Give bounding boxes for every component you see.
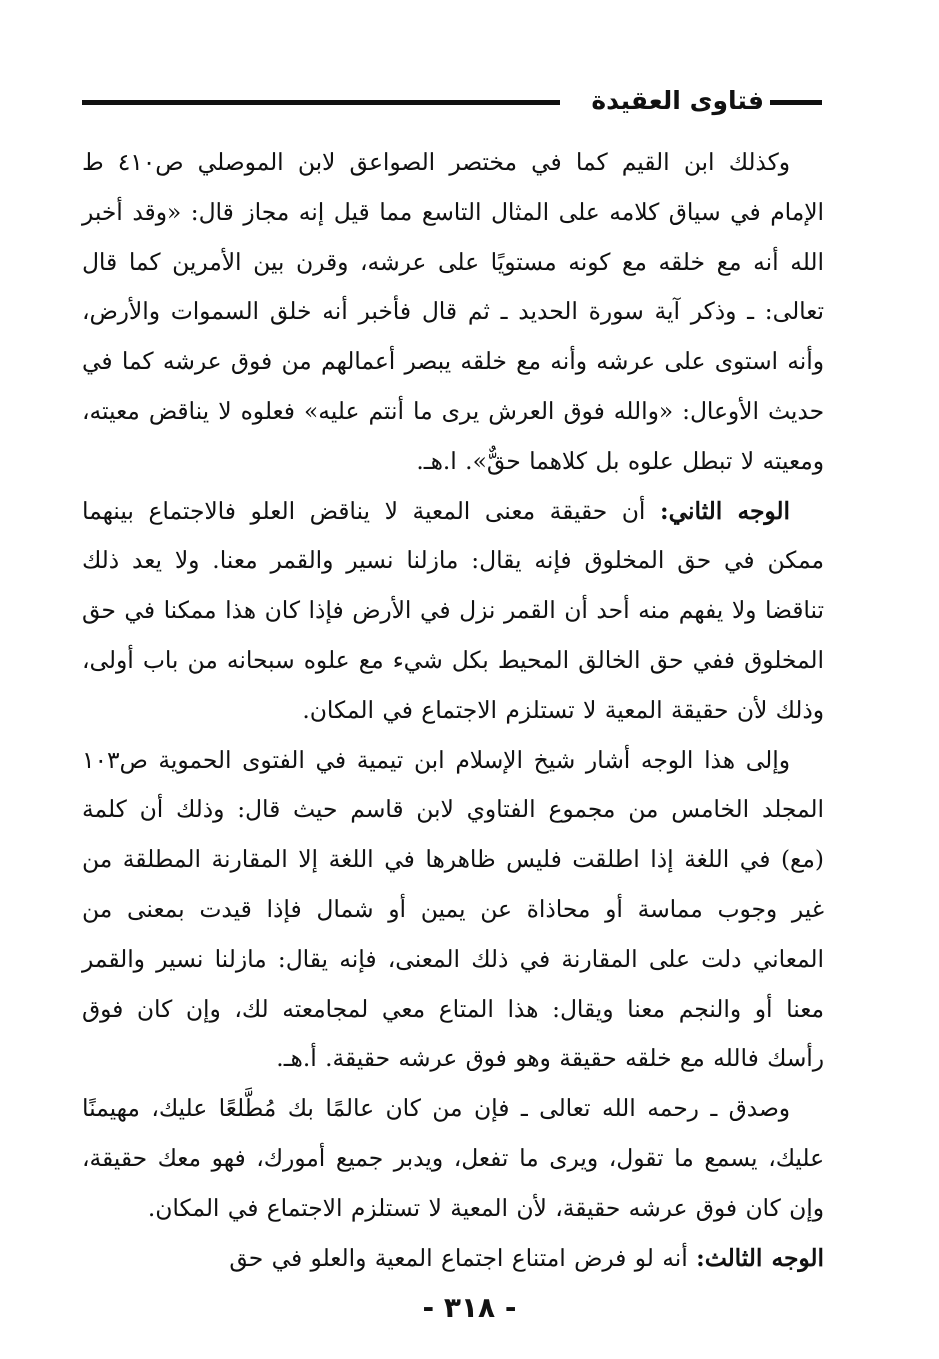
paragraph-text: أنه لو فرض امتناع اجتماع المعية والعلو في حق [229, 1244, 688, 1272]
running-header [82, 84, 822, 124]
section-heading: الوجه الثاني: [659, 497, 791, 525]
paragraph-text: أن حقيقة معنى المعية لا يناقض العلو فالاجتماع بينهما ممكن في حق المخلوق فإنه يقال: مازلنا نسير والقمر معنا. ولا يعد ذلك تناقضا ولا يفهم منه أحد أن القمر نزل في الأرض فإذا كان هذا ممكنا في حق المخلوق ففي حق الخالق المحيط بكل شيء مع علوه سبحانه من باب أولى، وذلك لأن حقيقة المعية لا تستلزم الاجتماع في المكان. [82, 497, 824, 724]
paragraph-text: وكذلك ابن القيم كما في مختصر الصواعق لابن الموصلي ص٤١٠ ط الإمام في سياق كلامه على المثال التاسع مما قيل إنه مجاز قال: «وقد أخبر الله أنه مع خلقه مع كونه مستويًا على عرشه، وقرن بين الأمرين كما قال تعالى: ـ وذكر آية سورة الحديد ـ ثم قال فأخبر أنه خلق السموات والأرض، وأنه استوى على عرشه وأنه مع خلقه يبصر أعمالهم من فوق عرشه كما في حديث الأوعال: «والله فوق العرش يرى ما أنتم عليه» فعلوه لا يناقض معيته، ومعيته لا تبطل علوه بل كلاهما حقٌّ». ا.هـ. [82, 149, 824, 475]
paragraph-4 [82, 1084, 824, 1233]
paragraph-2 [82, 487, 824, 736]
header-rule [82, 100, 560, 105]
header-rule-short [770, 100, 822, 105]
paragraph-text: وإلى هذا الوجه أشار شيخ الإسلام ابن تيمية في الفتوى الحموية ص١٠٣ المجلد الخامس من مجموع الفتاوي لابن قاسم حيث قال: وذلك أن كلمة (مع) في اللغة إذا اطلقت فليس ظاهرها في اللغة إلا المقارنة المطلقة من غير وجوب مماسة أو محاذاة عن يمين أو شمال فإذا قيدت بمعنى من المعاني دلت على المقارنة في ذلك المعنى، فإنه يقال: مازلنا نسير والقمر معنا أو والنجم معنا ويقال: هذا المتاع معي لمجامعته لك، وإن كان فوق رأسك فالله مع خلقه حقيقة وهو فوق عرشه حقيقة. أ.هـ. [82, 746, 824, 1073]
page-body [82, 138, 824, 1288]
section-heading: الوجه الثالث: [696, 1244, 824, 1272]
paragraph-1 [82, 138, 824, 487]
header-title: فتاوى العقيدة [591, 86, 764, 115]
paragraph-text: وصدق ـ رحمه الله تعالى ـ فإن من كان عالمًا بك مُطَّلعًا عليك، مهيمنًا عليك، يسمع ما تقول، ويرى ما تفعل، ويدبر جميع أمورك، فهو معك حقيقة، وإن كان فوق عرشه حقيقة، لأن المعية لا تستلزم الاجتماع في المكان. [82, 1095, 824, 1222]
paragraph-3 [82, 736, 824, 1085]
paragraph-5 [82, 1234, 824, 1284]
page-number: - ٣١٨ - [422, 1291, 517, 1324]
